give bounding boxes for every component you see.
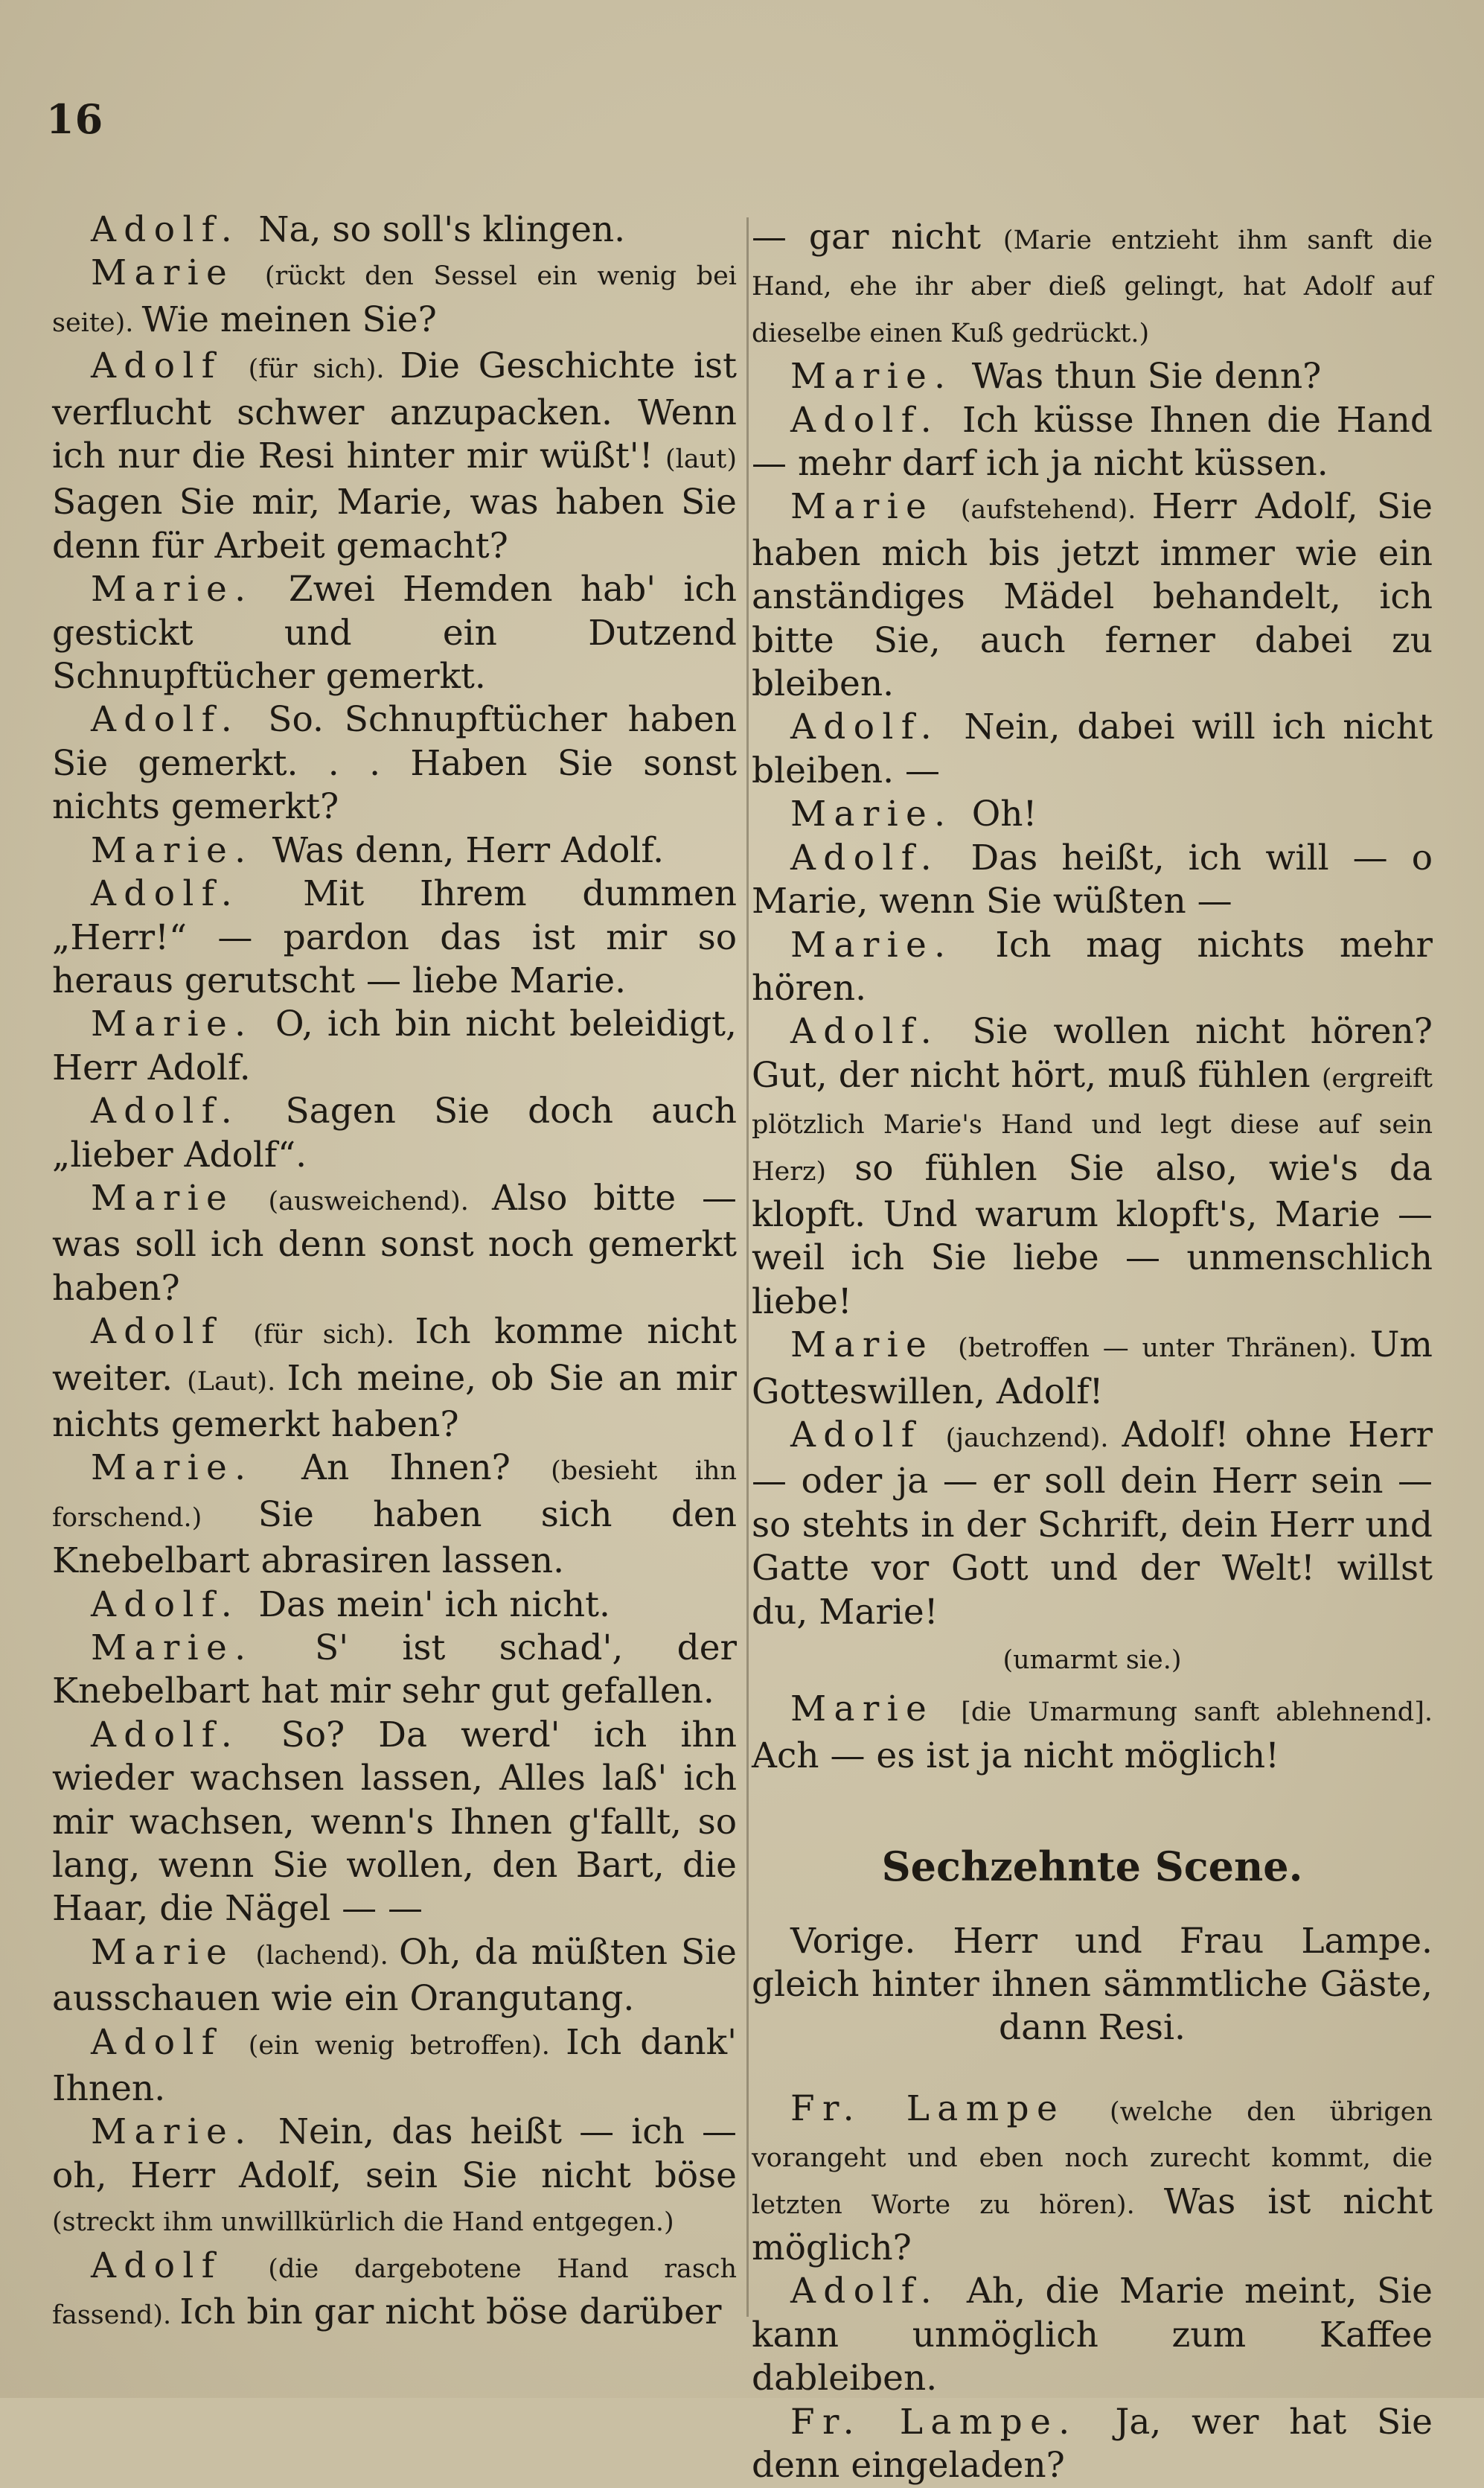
- column-divider: [746, 217, 749, 2317]
- line-continuation: — gar nicht: [752, 217, 1003, 258]
- right-column: [752, 216, 1433, 2488]
- speaker-name: Adolf.: [91, 1714, 281, 1755]
- dialogue-line: [752, 1688, 1433, 1778]
- speaker-name: Adolf.: [790, 399, 963, 441]
- spoken-text: Das mein' ich nicht.: [258, 1583, 610, 1625]
- stage-direction: (welche den übrigen vorangeht und eben noch zurecht kommt, die letzten Worte zu hören).: [752, 2096, 1433, 2220]
- speaker-name: Adolf.: [91, 873, 304, 915]
- spoken-text: Ah, die Marie meint, Sie kann unmöglich zum Kaffee dableiben.: [752, 2271, 1433, 2399]
- spoken-text: An Ihnen?: [301, 1447, 551, 1489]
- dialogue-line: [752, 355, 1433, 398]
- spoken-text: Na, so soll's klingen.: [258, 209, 626, 250]
- speaker-name: Marie: [790, 1688, 962, 1730]
- speaker-name: Marie: [91, 1177, 269, 1219]
- stage-direction: (ein wenig betroffen).: [248, 2030, 566, 2061]
- spoken-text: S' ist schad', der Knebelbart hat mir sehr gut gefallen.: [52, 1627, 737, 1712]
- spoken-text: Nein, das heißt — ich — oh, Herr Adolf, sein Sie nicht böse: [52, 2111, 737, 2196]
- spoken-text: Ja, wer hat Sie denn eingeladen?: [752, 2401, 1433, 2487]
- speaker-name: Marie.: [91, 1004, 275, 1045]
- stage-direction: (für sich).: [248, 354, 400, 385]
- dialogue-line: [52, 2111, 737, 2244]
- spoken-text: Zwei Hemden hab' ich gestickt und ein Dutzend Schnupftücher gemerkt.: [52, 569, 737, 698]
- speaker-name: Adolf.: [91, 1583, 259, 1625]
- stage-direction: (die dargebotene Hand rasch fassend).: [52, 2253, 737, 2331]
- spoken-text: Also bitte — was soll ich denn sonst noch gemerkt haben?: [52, 1177, 737, 1309]
- page-number: 16: [46, 95, 104, 143]
- spoken-text: Ach — es ist ja nicht möglich!: [752, 1735, 1280, 1776]
- spoken-text: So? Da werd' ich ihn wieder wachsen lassen, Alles laß' ich mir wachsen, wenn's Ihnen g'fallt, so lang, wenn Sie wollen, den Bart, die Haar, die Nägel — —: [52, 1714, 737, 1930]
- speaker-name: Marie: [790, 486, 961, 528]
- stage-direction: (ergreift plötzlich Marie's Hand und legt diese auf sein Herz): [752, 1063, 1433, 1187]
- speaker-name: Adolf.: [790, 1011, 973, 1053]
- speaker-name: Adolf.: [91, 1091, 286, 1132]
- spoken-text: Was thun Sie denn?: [971, 356, 1322, 398]
- dialogue-line: [752, 399, 1433, 486]
- speaker-name: Fr. Lampe: [790, 2087, 1110, 2129]
- stage-direction: (streckt ihm unwillkürlich die Hand entgegen.): [52, 2207, 674, 2238]
- spoken-text: Mit Ihrem dummen „Herr!“ — pardon das ist mir so heraus gerutscht — liebe Marie.: [52, 873, 738, 1001]
- spoken-text: So. Schnupftücher haben Sie gemerkt. . . Haben Sie sonst nichts gemerkt?: [52, 699, 737, 828]
- dialogue-line: [52, 2245, 737, 2338]
- stage-direction: (betroffen — unter Thränen).: [958, 1333, 1370, 1364]
- dialogue-line: [752, 2087, 1433, 2271]
- spoken-text: Ich küsse Ihnen die Hand — mehr darf ich ja nicht küssen.: [752, 399, 1433, 485]
- dialogue-line: [752, 793, 1433, 836]
- speaker-name: Marie.: [91, 569, 290, 610]
- speaker-name: Marie.: [91, 1447, 302, 1489]
- spoken-text: Was denn, Herr Adolf.: [272, 829, 665, 871]
- stage-direction: (Laut).: [187, 1366, 287, 1397]
- spoken-text: Adolf! ohne Herr — oder ja — er soll dein Herr sein — so stehts in der Schrift, dein Herr und Gatte vor Gott und der Welt! willst du, Marie!: [752, 1414, 1433, 1633]
- dialogue-line: [752, 1324, 1433, 1414]
- speaker-name: Adolf: [91, 2245, 269, 2286]
- dialogue-line: [52, 1931, 737, 2021]
- stage-direction: (lachend).: [255, 1940, 399, 1971]
- spoken-text: Sagen Sie doch auch „lieber Adolf“.: [52, 1091, 737, 1176]
- speaker-name: Adolf: [91, 1311, 254, 1353]
- dialogue-line: [52, 208, 737, 252]
- spoken-text: Oh, da müßten Sie ausschauen wie ein Orangutang.: [52, 1931, 737, 2020]
- dialogue-line: [52, 873, 737, 1003]
- spoken-text: Wie meinen Sie?: [141, 299, 437, 340]
- dialogue-line: [752, 1414, 1433, 1634]
- stage-direction: (Marie entzieht ihm sanft die Hand, ehe ihr aber dieß gelingt, hat Adolf auf dieselbe einen Kuß gedrückt.): [752, 226, 1433, 348]
- dialogue-line: [52, 2021, 737, 2111]
- spoken-text: Was ist nicht möglich?: [752, 2181, 1433, 2269]
- spoken-text: Oh!: [971, 794, 1037, 835]
- speaker-name: Marie: [91, 1931, 256, 1973]
- left-column: [52, 208, 737, 2338]
- dialogue-line: [52, 1090, 737, 1177]
- scene-dialogue: [752, 2087, 1433, 2488]
- stage-direction: (ausweichend).: [268, 1186, 493, 1216]
- dialogue-line: [752, 485, 1433, 706]
- speaker-name: Adolf: [91, 2021, 249, 2063]
- stage-direction: (für sich).: [253, 1320, 415, 1350]
- speaker-name: Adolf.: [790, 706, 965, 748]
- speaker-name: Marie.: [790, 924, 996, 966]
- spoken-text: Um Gotteswillen, Adolf!: [752, 1324, 1433, 1412]
- speaker-name: Marie: [790, 1324, 959, 1366]
- spoken-text: so fühlen Sie also, wie's da klopft. Und warum klopft's, Marie — weil ich Sie liebe — unmenschlich liebe!: [752, 1147, 1433, 1322]
- dialogue-line: [52, 1714, 737, 1931]
- dialogue-line: [752, 837, 1433, 924]
- dialogue-line: [52, 1003, 737, 1090]
- dialogue-line: [52, 1627, 737, 1714]
- speaker-name: Adolf: [91, 345, 249, 387]
- speaker-name: Marie.: [91, 829, 272, 871]
- dialogue-line: [752, 924, 1433, 1011]
- stage-direction: (besieht ihn forschend.): [52, 1456, 737, 1533]
- speaker-name: Marie.: [790, 794, 972, 835]
- speaker-name: Adolf: [790, 1414, 946, 1455]
- speaker-name: Adolf.: [790, 837, 971, 878]
- speaker-name: Adolf.: [91, 699, 269, 741]
- dialogue-line: [752, 1010, 1433, 1324]
- spoken-text: Ich meine, ob Sie an mir nichts gemerkt haben?: [52, 1357, 737, 1445]
- dialogue-line: [52, 1177, 737, 1310]
- spoken-text: Das heißt, ich will — o Marie, wenn Sie wüßten —: [752, 837, 1433, 922]
- dialogue-line: [52, 1446, 737, 1583]
- stage-direction: (jauchzend).: [945, 1423, 1122, 1453]
- spoken-text: Die Geschichte ist verflucht schwer anzupacken. Wenn ich nur die Resi hinter mir wüßt'!: [52, 345, 737, 477]
- dialogue-line: [52, 1310, 737, 1446]
- right-column-dialogue: [752, 216, 1433, 1778]
- speaker-name: Marie.: [91, 2111, 278, 2153]
- speaker-name: Marie: [91, 252, 265, 294]
- dialogue-line: [752, 706, 1433, 793]
- spoken-text: Sie wollen nicht hören? Gut, der nicht hört, muß fühlen: [752, 1011, 1433, 1096]
- dialogue-line: [52, 252, 737, 345]
- speaker-name: Marie.: [91, 1627, 316, 1668]
- stage-direction: (rückt den Sessel ein wenig bei seite).: [52, 261, 737, 338]
- dialogue-line: [752, 2270, 1433, 2400]
- dialogue-line: [752, 2401, 1433, 2488]
- stage-direction: (aufstehend).: [960, 495, 1152, 526]
- speaker-name: Adolf.: [91, 209, 259, 250]
- spoken-text: Sie haben sich den Knebelbart abrasiren lassen.: [52, 1493, 737, 1582]
- dialogue-line: [52, 1583, 737, 1627]
- spoken-text: Herr Adolf, Sie haben mich bis jetzt immer wie ein anständiges Mädel behandelt, ich bitte Sie, auch ferner dabei zu bleiben.: [752, 486, 1433, 705]
- cast-list: Vorige. Herr und Frau Lampe. gleich hinter ihnen sämmtliche Gäste, dann Resi.: [752, 1920, 1433, 2049]
- speaker-name: Fr. Lampe.: [790, 2401, 1116, 2443]
- dialogue-line: [52, 568, 737, 698]
- dialogue-line: [52, 829, 737, 873]
- speaker-name: Adolf.: [790, 2271, 967, 2312]
- dialogue-line: [752, 216, 1433, 355]
- stage-direction: (laut): [665, 444, 737, 475]
- dialogue-line: [52, 698, 737, 829]
- speaker-name: Marie.: [790, 356, 972, 398]
- spoken-text: Nein, dabei will ich nicht bleiben. —: [752, 706, 1433, 791]
- spoken-text: Ich komme nicht weiter.: [52, 1311, 737, 1399]
- stage-direction: [die Umarmung sanft ablehnend].: [961, 1697, 1433, 1728]
- scene-title: Sechzehnte Scene.: [881, 1843, 1303, 1891]
- spoken-text: Ich bin gar nicht böse darüber: [179, 2291, 722, 2333]
- stage-direction: (umarmt sie.): [1002, 1645, 1182, 1675]
- spoken-text: Sagen Sie mir, Marie, was haben Sie denn für Arbeit gemacht?: [52, 482, 737, 567]
- spoken-text: Ich mag nichts mehr hören.: [752, 924, 1433, 1009]
- spoken-text: O, ich bin nicht beleidigt, Herr Adolf.: [52, 1004, 737, 1088]
- dialogue-line: [52, 345, 737, 568]
- spoken-text: Ich dank' Ihnen.: [52, 2021, 737, 2110]
